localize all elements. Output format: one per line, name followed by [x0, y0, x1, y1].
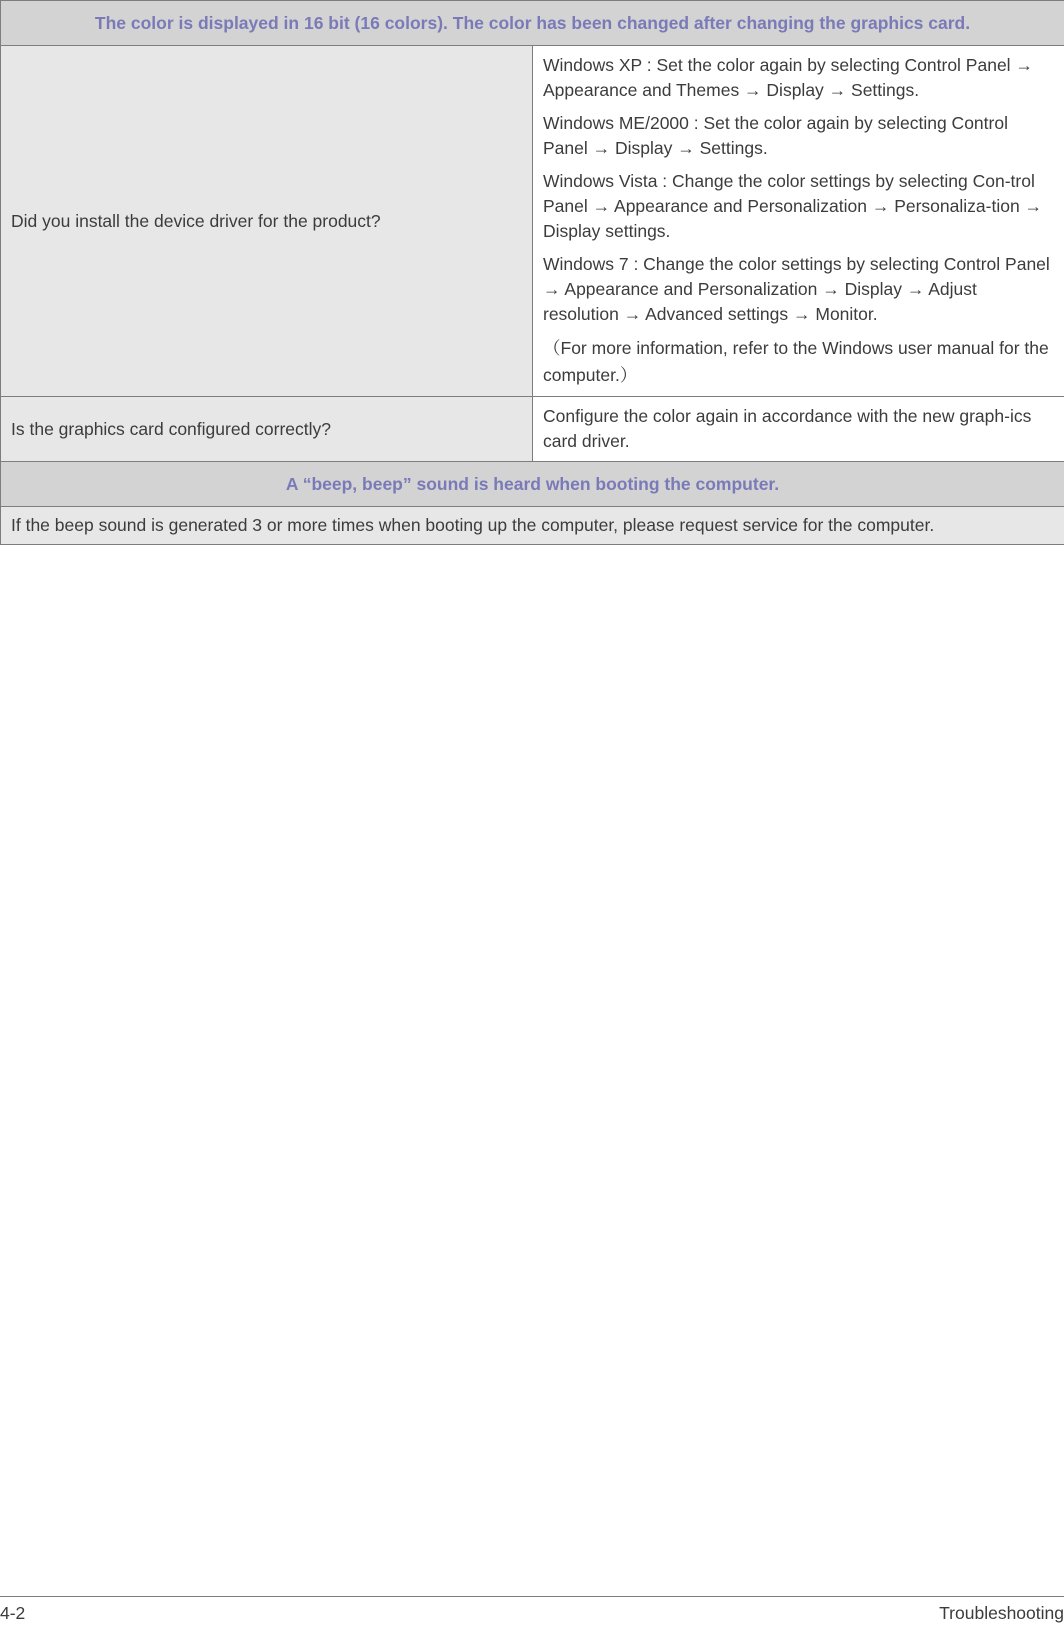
- section-header-row: [1, 1, 1064, 46]
- answer-windows-me-2000: Windows ME/2000 : Set the color again by selecting Control Panel → Display → Settings.: [543, 111, 1054, 161]
- answer-more-info-note: （For more information, refer to the Windows user manual for the computer.）: [543, 335, 1054, 389]
- page-footer: [0, 1596, 1064, 1625]
- answer-configure-color: Configure the color again in accordance with the new graph-ics card driver.: [543, 404, 1054, 454]
- beep-solution-text: If the beep sound is generated 3 or more times when booting up the computer, please request service for the computer.: [1, 507, 1064, 545]
- section-header-beep: A “beep, beep” sound is heard when booting the computer.: [1, 462, 1064, 507]
- footer-section-name: Troubleshooting: [939, 1603, 1064, 1624]
- section-header-row: [1, 462, 1064, 507]
- answer-graphics-card: [533, 397, 1064, 462]
- table-row: [1, 507, 1064, 545]
- table-row: [1, 46, 1064, 397]
- question-graphics-card: Is the graphics card configured correctly?: [1, 397, 533, 462]
- question-driver: Did you install the device driver for the product?: [1, 46, 533, 397]
- answer-driver: [533, 46, 1064, 397]
- table-row: [1, 397, 1064, 462]
- answer-windows-xp: Windows XP : Set the color again by selecting Control Panel → Appearance and Themes → Display → Settings.: [543, 53, 1054, 103]
- answer-windows-7: Windows 7 : Change the color settings by selecting Control Panel → Appearance and Personalization → Display → Adjust resolution → Advanced settings → Monitor.: [543, 252, 1054, 327]
- troubleshooting-table: [0, 0, 1064, 545]
- answer-windows-vista: Windows Vista : Change the color settings by selecting Con-trol Panel → Appearance and Personalization → Personaliza-tion → Display settings.: [543, 169, 1054, 244]
- section-header-color: The color is displayed in 16 bit (16 colors). The color has been changed after changing the graphics card.: [1, 1, 1064, 46]
- page-number: 4-2: [0, 1603, 25, 1624]
